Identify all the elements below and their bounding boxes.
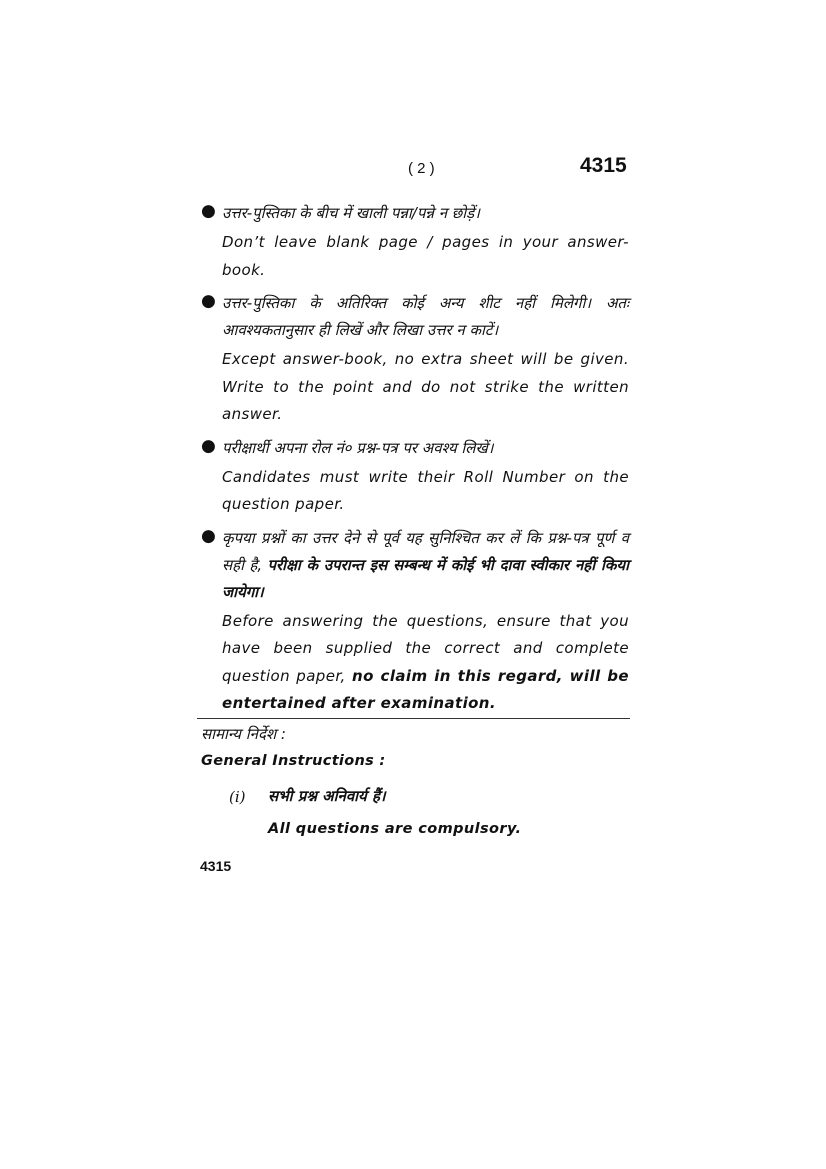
- paper-code-footer: 4315: [200, 858, 232, 874]
- note-hindi: [222, 525, 629, 606]
- page-number: ( 2 ): [408, 160, 435, 177]
- candidate-notes: [201, 200, 629, 724]
- note-english: Candidates must write their Roll Number on the question paper.: [222, 467, 629, 513]
- note-english: Don’t leave blank page / pages in your answer-book.: [222, 233, 629, 279]
- section-divider: [197, 718, 630, 719]
- instruction-marker: (i): [229, 788, 246, 806]
- note-english: Except answer-book, no extra sheet will be given. Write to the point and do not strike the written answer.: [222, 350, 629, 423]
- note-hindi: उत्तर-पुस्तिका के बीच में खाली पन्ना/पन्ने न छोड़ें।: [222, 204, 480, 222]
- note-item: [201, 200, 629, 284]
- note-hindi-text: कृपया प्रश्नों का उत्तर देने से पूर्व यह सुनिश्चित कर लें कि प्रश्न-पत्र पूर्ण व सही है,: [222, 528, 629, 574]
- general-instructions-heading: General Instructions :: [201, 753, 386, 769]
- note-item: [201, 525, 629, 718]
- paper-code-header: 4315: [580, 154, 627, 177]
- note-item: [201, 435, 629, 519]
- note-item: [201, 290, 629, 429]
- instruction-hindi: सभी प्रश्न अनिवार्य हैं।: [268, 787, 386, 805]
- note-hindi-emphasis: परीक्षा के उपरान्त इस सम्बन्ध में कोई भी दावा स्वीकार नहीं किया जायेगा।: [222, 555, 629, 601]
- note-english-text: Before answering the questions, ensure that you have been supplied the correct and complete question paper,: [222, 611, 629, 685]
- bullet-icon: ●: [201, 201, 216, 221]
- instruction-english: All questions are compulsory.: [268, 821, 522, 837]
- bullet-icon: ●: [201, 525, 216, 546]
- note-english: [222, 608, 629, 718]
- general-instructions-heading-hindi: सामान्य निर्देश :: [201, 725, 286, 743]
- note-hindi: परीक्षार्थी अपना रोल नं० प्रश्न-पत्र पर अवश्य लिखें।: [222, 438, 494, 457]
- note-hindi: उत्तर-पुस्तिका के अतिरिक्त कोई अन्य शीट नहीं मिलेगी। अतः आवश्यकतानुसार ही लिखें और लिखा उत्तर न काटें।: [222, 294, 629, 339]
- note-english-emphasis: no claim in this regard, will be entertained after examination.: [222, 666, 629, 712]
- bullet-icon: ●: [201, 291, 216, 311]
- bullet-icon: ●: [201, 435, 216, 456]
